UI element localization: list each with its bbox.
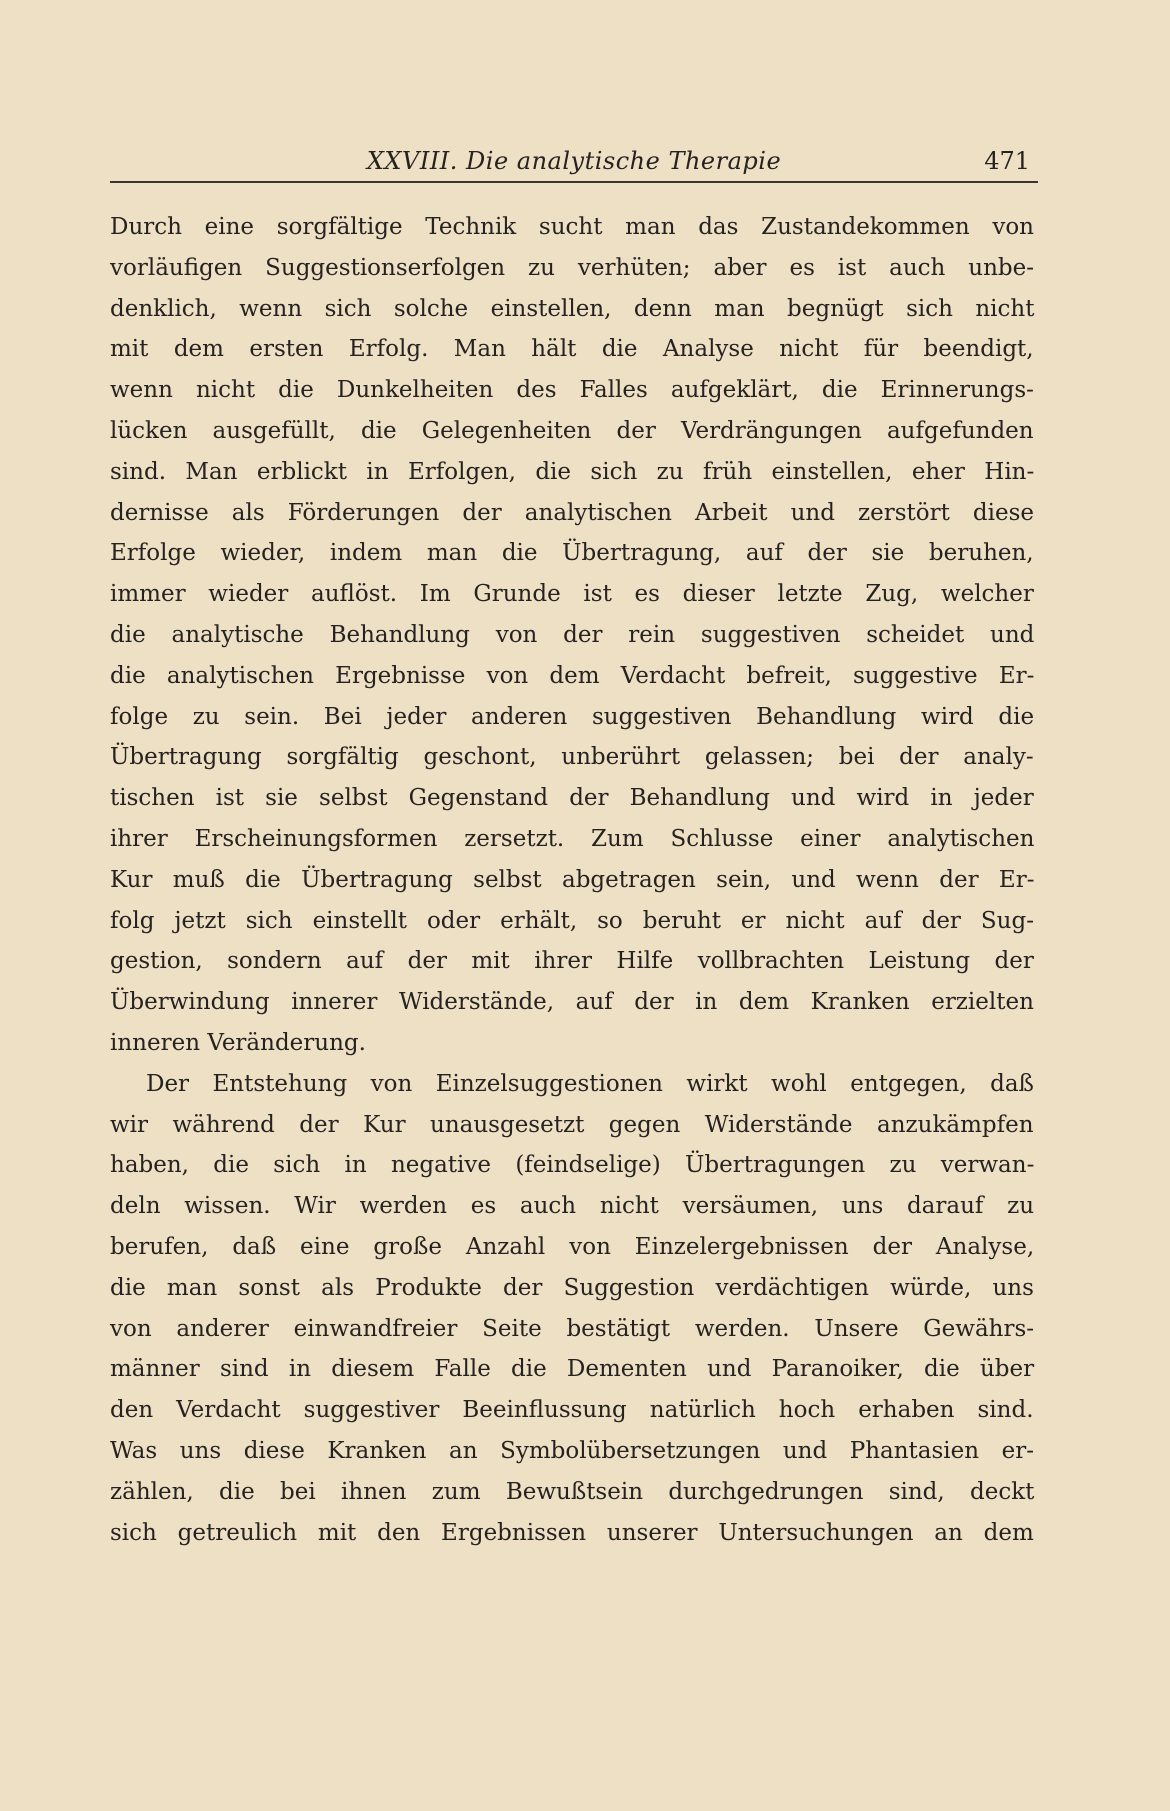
running-header — [110, 141, 1038, 181]
text-line: berufen, daß eine große Anzahl von Einzelergebnissen der Analyse, — [110, 1233, 1035, 1260]
text-line: männer sind in diesem Falle die Dementen und Paranoiker, die über — [110, 1356, 1035, 1383]
text-line: Was uns diese Kranken an Symbolübersetzungen und Phantasien er- — [110, 1437, 1035, 1464]
text-line: sich getreulich mit den Ergebnissen unserer Untersuchungen an dem — [110, 1519, 1034, 1546]
text-line: ihrer Erscheinungsformen zersetzt. Zum Schlusse einer analytischen — [110, 825, 1035, 852]
text-line: immer wieder auflöst. Im Grunde ist es dieser letzte Zug, welcher — [110, 581, 1034, 608]
chapter-title: XXVIII. Die analytische Therapie — [366, 147, 782, 175]
text-line: sind. Man erblickt in Erfolgen, die sich zu früh einstellen, eher Hin- — [110, 458, 1035, 485]
body-text — [110, 207, 1034, 1553]
text-line: tischen ist sie selbst Gegenstand der Behandlung und wird in jeder — [110, 785, 1034, 812]
text-line: dernisse als Förderungen der analytischen Arbeit und zerstört diese — [110, 499, 1035, 526]
text-line: Erfolge wieder, indem man die Übertragung, auf der sie beruhen, — [110, 540, 1034, 567]
text-line: vorläufigen Suggestionserfolgen zu verhüten; aber es ist auch unbe- — [110, 254, 1035, 281]
text-line: denklich, wenn sich solche einstellen, denn man begnügt sich nicht — [110, 295, 1035, 322]
header-rule — [110, 181, 1038, 183]
text-line: Durch eine sorgfältige Technik sucht man das Zustandekommen von — [110, 214, 1034, 240]
text-line: deln wissen. Wir werden es auch nicht versäumen, uns darauf zu — [110, 1193, 1035, 1220]
text-line: den Verdacht suggestiver Beeinflussung natürlich hoch erhaben sind. — [110, 1397, 1034, 1424]
text-line: gestion, sondern auf der mit ihrer Hilfe vollbrachten Leistung der — [110, 948, 1034, 975]
text-line: folg jetzt sich einstellt oder erhält, so beruht er nicht auf der Sug- — [110, 907, 1034, 934]
text-line: Der Entstehung von Einzelsuggestionen wirkt wohl entgegen, daß — [146, 1070, 1034, 1097]
text-line: folge zu sein. Bei jeder anderen suggestiven Behandlung wird die — [110, 703, 1035, 730]
text-line: Kur muß die Übertragung selbst abgetragen sein, und wenn der Er- — [110, 866, 1035, 893]
text-line: zählen, die bei ihnen zum Bewußtsein durchgedrungen sind, deckt — [110, 1478, 1035, 1505]
text-line: haben, die sich in negative (feindselige) Übertragungen zu verwan- — [110, 1152, 1035, 1179]
text-line: die analytische Behandlung von der rein suggestiven scheidet und — [110, 621, 1035, 648]
text-line: die man sonst als Produkte der Suggestion verdächtigen würde, uns — [110, 1274, 1034, 1301]
text-line: von anderer einwandfreier Seite bestätigt werden. Unsere Gewährs- — [110, 1315, 1035, 1342]
text-line: wir während der Kur unausgesetzt gegen Widerstände anzukämpfen — [110, 1111, 1034, 1138]
page-number: 471 — [984, 147, 1030, 175]
text-line: mit dem ersten Erfolg. Man hält die Analyse nicht für beendigt, — [110, 336, 1034, 363]
text-line: die analytischen Ergebnisse von dem Verdacht befreit, suggestive Er- — [110, 662, 1035, 689]
text-line: Übertragung sorgfältig geschont, unberührt gelassen; bei der analy- — [110, 744, 1034, 771]
text-line: wenn nicht die Dunkelheiten des Falles aufgeklärt, die Erinnerungs- — [110, 377, 1034, 404]
text-line: lücken ausgefüllt, die Gelegenheiten der Verdrängungen aufgefunden — [110, 417, 1034, 444]
text-line: inneren Veränderung. — [110, 1029, 366, 1056]
text-line: Überwindung innerer Widerstände, auf der in dem Kranken erzielten — [110, 989, 1034, 1016]
